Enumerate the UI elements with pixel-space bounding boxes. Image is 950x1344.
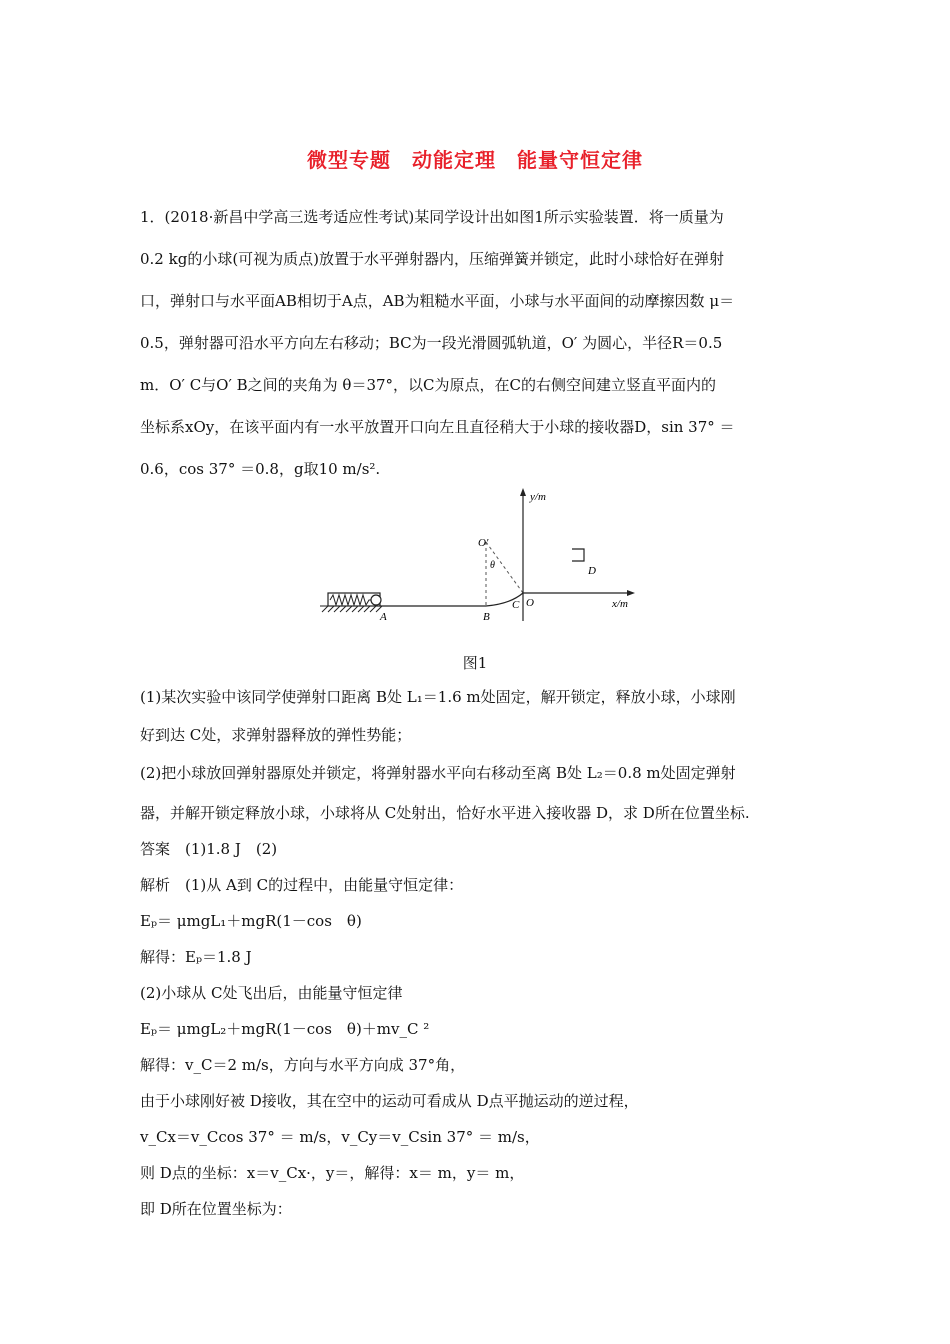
- problem-line: m．O′ C与O′ B之间的夹角为 θ＝37°，以C为原点，在C的右侧空间建立竖直平面内的: [140, 376, 717, 394]
- label-a: A: [380, 611, 387, 623]
- receiver-d: [572, 549, 584, 561]
- solution-line: (2)小球从 C处飞出后，由能量守恒定律: [140, 984, 403, 1002]
- problem-line: 1．(2018·新昌中学高三选考适应性考试)某同学设计出如图1所示实验装置．将一质量为: [140, 208, 724, 226]
- solution-line: 即 D所在位置坐标为：: [140, 1200, 292, 1218]
- label-c: C: [512, 599, 520, 611]
- formula-line: Eₚ＝ μmgL₁＋mgR(1－cos θ): [140, 912, 362, 930]
- label-o: O: [526, 597, 534, 609]
- x-axis-arrow: [627, 590, 635, 596]
- label-x-axis: x/m: [612, 598, 628, 610]
- label-o-prime: O′: [478, 537, 489, 549]
- y-axis-arrow: [520, 488, 526, 496]
- solution-line: 解得：Eₚ＝1.8 J: [140, 948, 252, 966]
- solution-line: v_Cx＝v_Ccos 37° ＝ m/s，v_Cy＝v_Csin 37° ＝ m/s，: [140, 1128, 540, 1146]
- question-line: 好到达 C处，求弹射器释放的弹性势能；: [140, 726, 412, 744]
- problem-line: 0.6，cos 37° ＝0.8，g取10 m/s².: [140, 460, 381, 478]
- question-line: 器，并解开锁定释放小球，小球将从 C处射出，恰好水平进入接收器 D，求 D所在位置坐标.: [140, 804, 750, 822]
- page-title: 微型专题 动能定理 能量守恒定律: [307, 148, 643, 172]
- label-theta: θ: [490, 560, 495, 571]
- problem-line: 口，弹射口与水平面AB相切于A点，AB为粗糙水平面，小球与水平面间的动摩擦因数 μ＝: [140, 292, 735, 310]
- problem-line: 0.2 kg的小球(可视为质点)放置于水平弹射器内，压缩弹簧并锁定，此时小球恰好在弹射: [140, 250, 725, 268]
- ball: [371, 595, 381, 605]
- label-b: B: [483, 611, 490, 623]
- experiment-figure: [318, 486, 638, 628]
- figure-caption: 图1: [462, 654, 488, 672]
- question-line: (1)某次实验中该同学使弹射口距离 B处 L₁＝1.6 m处固定，解开锁定，释放小球，小球刚: [140, 688, 736, 706]
- problem-line: 0.5，弹射器可沿水平方向左右移动；BC为一段光滑圆弧轨道，O′ 为圆心，半径R＝0.5: [140, 334, 723, 352]
- label-d: D: [588, 565, 596, 577]
- question-line: (2)把小球放回弹射器原处并锁定，将弹射器水平向右移动至离 B处 L₂＝0.8 m处固定弹射: [140, 764, 736, 782]
- problem-line: 坐标系xOy，在该平面内有一水平放置开口向左且直径稍大于小球的接收器D，sin 37° ＝: [140, 418, 735, 436]
- solution-line: 解得：v_C＝2 m/s，方向与水平方向成 37°角，: [140, 1056, 466, 1074]
- spring: [330, 595, 373, 605]
- figure-diagram: [318, 486, 638, 628]
- solution-line: 解析 (1)从 A到 C的过程中，由能量守恒定律：: [140, 876, 464, 894]
- solution-line: 由于小球刚好被 D接收，其在空中的运动可看成从 D点平抛运动的逆过程，: [140, 1092, 639, 1110]
- solution-line: 则 D点的坐标：x＝v_Cx·，y＝，解得：x＝ m，y＝ m，: [140, 1164, 525, 1182]
- answer-line: 答案 (1)1.8 J (2): [140, 840, 278, 858]
- ground-hatch: [320, 606, 384, 612]
- label-y-axis: y/m: [530, 491, 546, 503]
- formula-line: Eₚ＝ μmgL₂＋mgR(1－cos θ)＋mv_C ²: [140, 1020, 430, 1038]
